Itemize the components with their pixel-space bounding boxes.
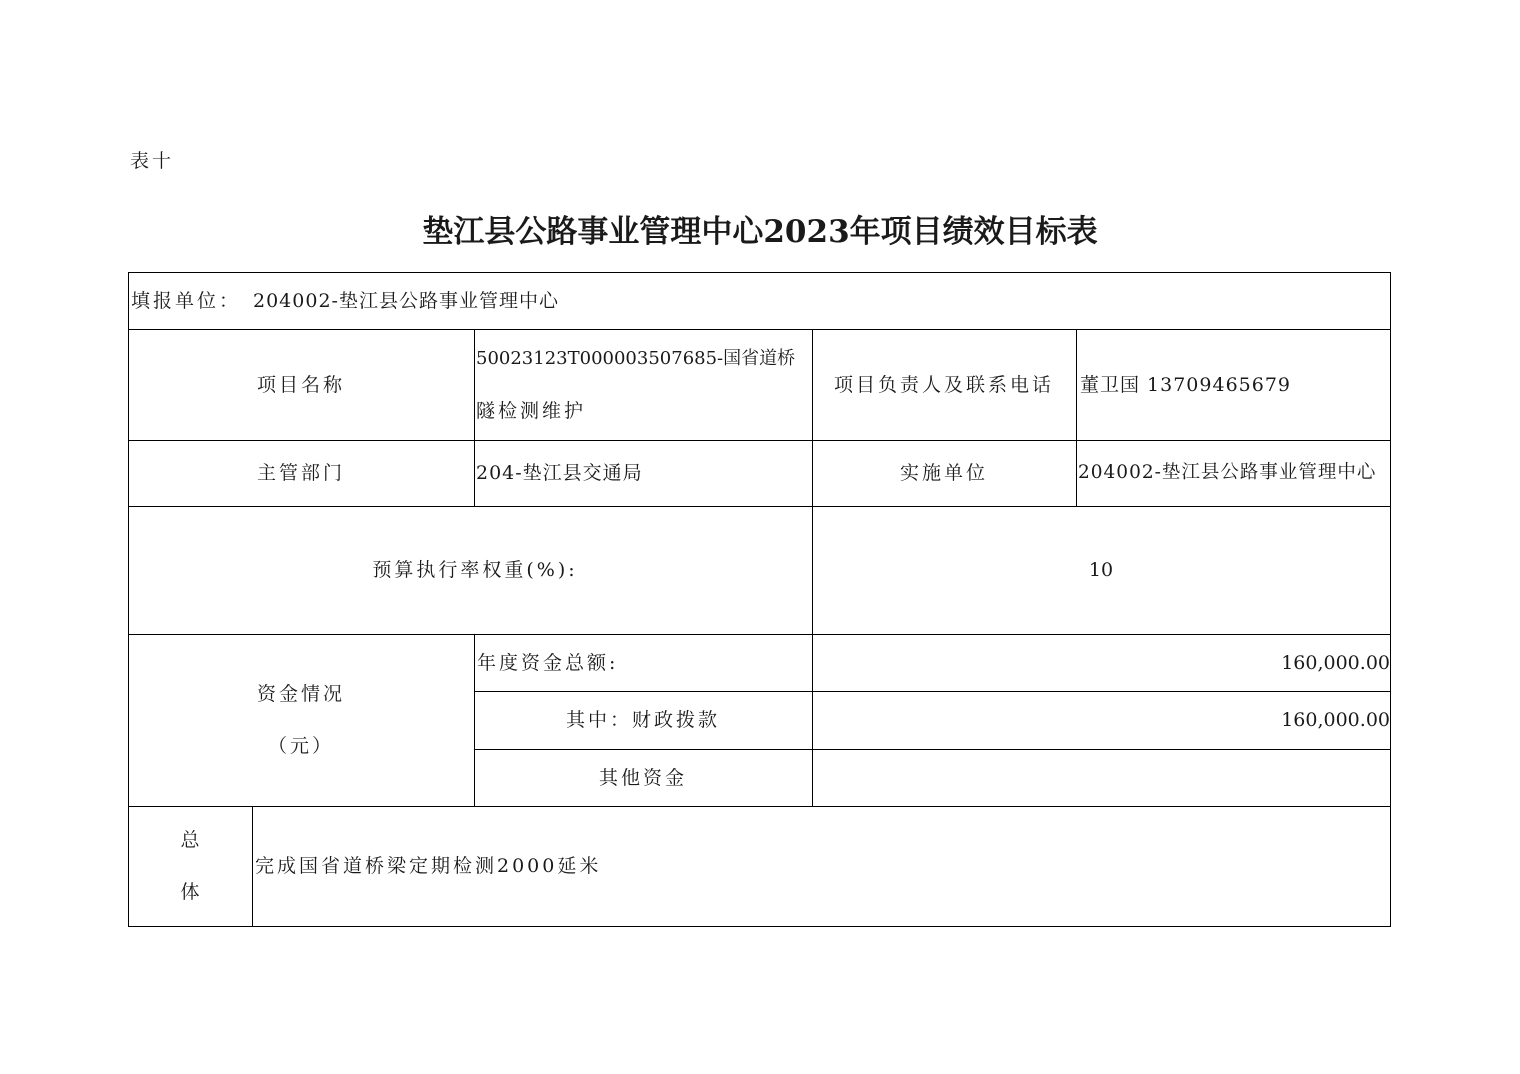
- budget-weight-value: 10: [1088, 559, 1114, 581]
- project-name-line1: 50023123T000003507685-国省道桥: [476, 347, 796, 369]
- reporting-unit-label: 填报单位：: [131, 289, 242, 312]
- impl-unit-label: 实施单位: [899, 462, 988, 484]
- project-name-line2: 隧检测维护: [476, 399, 587, 422]
- other-funds-value: [812, 749, 1390, 806]
- project-name-value: [476, 329, 812, 440]
- project-name-label: 项目名称: [256, 373, 345, 396]
- fiscal-value: 160,000.00: [1281, 709, 1390, 731]
- project-leader-label: 项目负责人及联系电话: [833, 373, 1054, 396]
- funds-label-line1: 资金情况: [256, 683, 345, 705]
- project-leader-value: 董卫国 13709465679: [1080, 373, 1292, 396]
- overall-goal-value: 完成国省道桥梁定期检测2000延米: [255, 855, 602, 877]
- budget-weight-label: 预算执行率权重(%):: [372, 559, 578, 581]
- overall-label-line1: 总: [180, 829, 200, 851]
- dept-label: 主管部门: [256, 462, 345, 484]
- annual-total-value: 160,000.00: [1281, 651, 1390, 674]
- annual-total-label: 年度资金总额:: [477, 651, 619, 674]
- other-funds-label: 其他资金: [598, 766, 687, 789]
- fiscal-label: 其中：财政拨款: [565, 709, 720, 731]
- table-label: 表十: [130, 150, 175, 172]
- document-title: 垫江县公路事业管理中心2023年项目绩效目标表: [422, 214, 1098, 250]
- overall-label-line2: 体: [180, 881, 200, 903]
- reporting-unit-value: 204002-垫江县公路事业管理中心: [253, 289, 559, 312]
- funds-label: [128, 634, 474, 806]
- dept-value: 204-垫江县交通局: [476, 462, 643, 484]
- funds-label-line2: （元）: [267, 735, 334, 757]
- overall-label: [128, 806, 252, 926]
- impl-unit-value: 204002-垫江县公路事业管理中心: [1078, 462, 1377, 483]
